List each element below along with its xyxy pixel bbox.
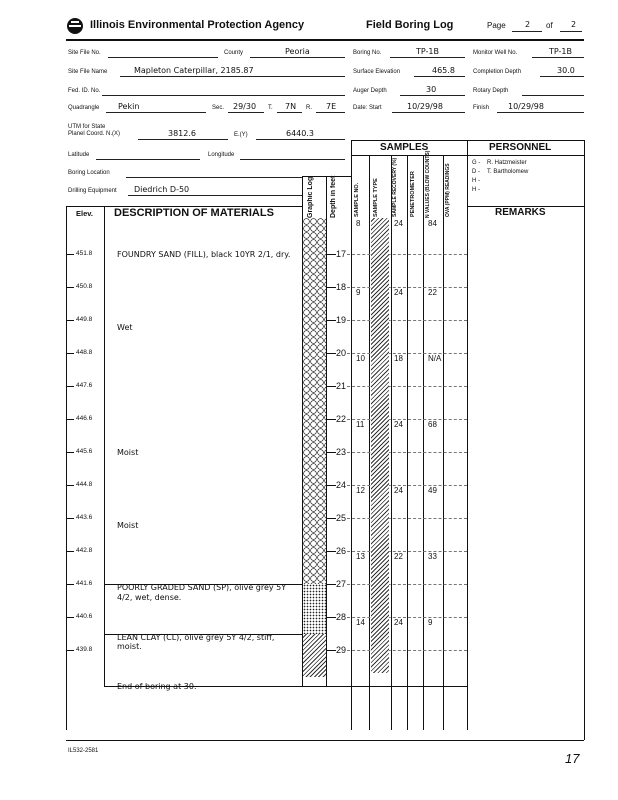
depth-gridline <box>347 617 467 618</box>
elev-header: Elev. <box>76 209 93 218</box>
elevation-tick <box>66 650 74 651</box>
depth-gridline <box>347 584 467 585</box>
utm-y-label: E.(Y) <box>234 132 248 138</box>
finish-value: 10/29/98 <box>508 102 544 111</box>
form-title: Field Boring Log <box>366 19 454 31</box>
r-value: 7E <box>326 102 337 111</box>
drilling-equipment-value: Diedrich D-50 <box>134 185 190 194</box>
sample-recovery: 24 <box>394 486 403 495</box>
date-start-value: 10/29/98 <box>407 102 443 111</box>
material-description: FOUNDRY SAND (FILL), black 10YR 2/1, dry. <box>117 250 291 259</box>
page-label: Page <box>487 21 506 30</box>
quadrangle-label: Quadrangle <box>68 105 100 111</box>
depth-tick <box>326 617 336 618</box>
elevation-tick <box>66 452 74 453</box>
depth-tick-label: 17 <box>336 249 347 259</box>
depth-gridline <box>347 518 467 519</box>
elevation-label: 440.6 <box>76 613 93 620</box>
description-header: DESCRIPTION OF MATERIALS <box>114 207 274 219</box>
agency-logo <box>67 18 83 34</box>
depth-tick-label: 21 <box>336 381 347 391</box>
elevation-tick <box>66 485 74 486</box>
depth-tick-label: 19 <box>336 315 347 325</box>
depth-gridline <box>347 320 467 321</box>
depth-tick-label: 28 <box>336 612 347 622</box>
quadrangle-value: Pekin <box>118 102 140 111</box>
fill-pattern <box>303 218 326 584</box>
n-value: 68 <box>428 420 437 429</box>
elevation-label: 449.8 <box>76 316 93 323</box>
sample-recovery-header: SAMPLE RECOVERY (%) <box>392 157 398 217</box>
sample-number: 11 <box>356 420 365 429</box>
depth-tick-label: 27 <box>336 579 347 589</box>
finish-label: Finish <box>473 105 490 111</box>
elevation-tick <box>66 254 74 255</box>
sample-recovery: 22 <box>394 552 403 561</box>
personnel-code: H - <box>472 187 480 193</box>
clay-pattern <box>303 634 326 678</box>
elevation-tick <box>66 320 74 321</box>
penetrometer-header: PENETROMETER <box>410 171 416 217</box>
elevation-tick <box>66 419 74 420</box>
depth-tick-label: 25 <box>336 513 347 523</box>
depth-tick-label: 18 <box>336 282 347 292</box>
depth-tick <box>326 485 336 486</box>
personnel-code: D - <box>472 169 480 175</box>
personnel-name: R. Hatzmeister <box>487 160 527 166</box>
monitor-well-value: TP-1B <box>549 47 572 56</box>
n-values-header: N VALUES (BLOW COUNTS) <box>425 150 431 218</box>
n-value: 9 <box>428 618 433 627</box>
n-value: 22 <box>428 288 437 297</box>
depth-tick <box>326 320 336 321</box>
n-value: 33 <box>428 552 437 561</box>
personnel-code: H - <box>472 178 480 184</box>
sample-number: 9 <box>356 288 361 297</box>
elevation-tick <box>66 551 74 552</box>
n-value: N/A <box>428 354 442 363</box>
surface-elevation-label: Surface Elevation <box>353 69 401 75</box>
n-value: 49 <box>428 486 437 495</box>
personnel-header: PERSONNEL <box>489 142 552 153</box>
sample-recovery: 24 <box>394 618 403 627</box>
material-description: Wet <box>117 322 133 332</box>
county-value: Peoria <box>285 47 310 56</box>
elevation-label: 445.6 <box>76 448 93 455</box>
r-label: R. <box>306 105 312 111</box>
sample-type-header: SAMPLE TYPE <box>373 178 379 217</box>
sec-label: Sec. <box>212 105 225 111</box>
elevation-label: 451.8 <box>76 250 93 257</box>
layer-boundary <box>104 584 302 585</box>
sample-number: 14 <box>356 618 365 627</box>
elevation-label: 448.8 <box>76 349 93 356</box>
utm-label-1: UTM for State <box>68 124 106 130</box>
samples-header: SAMPLES <box>380 142 429 153</box>
sand-pattern <box>303 584 326 634</box>
rotary-depth-label: Rotary Depth <box>473 88 509 94</box>
auger-depth-label: Auger Depth <box>353 88 387 94</box>
depth-tick <box>326 386 336 387</box>
t-label: T. <box>268 105 273 111</box>
elevation-tick <box>66 617 74 618</box>
depth-tick <box>326 551 336 552</box>
site-file-name-value: Mapleton Caterpillar, 2185.87 <box>134 66 254 75</box>
elevation-label: 439.8 <box>76 646 93 653</box>
material-description: Moist <box>117 448 139 457</box>
depth-gridline <box>347 254 467 255</box>
boring-no-value: TP-1B <box>416 47 439 56</box>
depth-gridline <box>347 419 467 420</box>
boring-no-label: Boring No. <box>353 50 382 56</box>
elevation-label: 446.6 <box>76 415 93 422</box>
depth-tick <box>326 650 336 651</box>
sample-type-hatch <box>371 218 389 673</box>
elevation-label: 450.8 <box>76 283 93 290</box>
depth-tick <box>326 353 336 354</box>
sample-recovery: 24 <box>394 219 403 228</box>
depth-gridline <box>347 650 467 651</box>
material-description: End of boring at 30. <box>117 682 197 692</box>
sample-recovery: 18 <box>394 354 403 363</box>
depth-gridline <box>347 551 467 552</box>
fed-id-label: Fed. ID. No. <box>68 88 101 94</box>
personnel-name: T. Bartholomew <box>487 169 529 175</box>
t-value: 7N <box>285 102 297 111</box>
sample-number: 8 <box>356 219 361 228</box>
utm-y-value: 6440.3 <box>286 129 314 138</box>
personnel-code: G - <box>472 160 481 166</box>
completion-depth-value: 30.0 <box>557 66 575 75</box>
utm-x-value: 3812.6 <box>168 129 196 138</box>
depth-header: Depth in feet <box>330 175 337 218</box>
elevation-tick <box>66 353 74 354</box>
depth-gridline <box>347 452 467 453</box>
boring-location-label: Boring Location <box>68 170 110 176</box>
monitor-well-label: Monitor Well No. <box>473 50 518 56</box>
material-description: Moist <box>117 520 139 530</box>
surface-elevation-value: 465.8 <box>432 66 455 75</box>
form-code: IL532-2581 <box>68 748 99 754</box>
elevation-label: 443.6 <box>76 514 93 521</box>
elevation-label: 444.8 <box>76 481 93 488</box>
agency-name: Illinois Environmental Protection Agency <box>90 19 305 31</box>
depth-tick-label: 20 <box>336 348 347 358</box>
elevation-tick <box>66 386 74 387</box>
elevation-tick <box>66 584 74 585</box>
auger-depth-value: 30 <box>426 85 437 94</box>
elevation-label: 442.8 <box>76 547 93 554</box>
date-start-label: Date: Start <box>353 105 382 111</box>
longitude-label: Longitude <box>208 152 235 158</box>
elevation-label: 441.6 <box>76 580 93 587</box>
sample-recovery: 24 <box>394 288 403 297</box>
completion-depth-label: Completion Depth <box>473 69 522 75</box>
depth-gridline <box>347 386 467 387</box>
depth-tick <box>326 287 336 288</box>
sample-number: 10 <box>356 354 365 363</box>
depth-tick <box>326 584 336 585</box>
n-value: 84 <box>428 219 437 228</box>
remarks-header: REMARKS <box>495 207 546 218</box>
page-number: 2 <box>525 20 531 29</box>
sample-number: 12 <box>356 486 365 495</box>
depth-tick-label: 29 <box>336 645 347 655</box>
county-label: County <box>224 50 244 56</box>
layer-boundary <box>104 634 302 635</box>
depth-tick-label: 26 <box>336 546 347 556</box>
material-description: POORLY GRADED SAND (SP), olive grey 5Y 4/2, wet, dense. <box>117 583 287 602</box>
site-file-no-label: Site File No. <box>68 50 101 56</box>
elevation-label: 447.6 <box>76 382 93 389</box>
ova-header: OVA (PPM) READINGS <box>445 163 451 217</box>
graphic-log-header: Graphic Log <box>307 176 314 218</box>
latitude-label: Latitude <box>68 152 90 158</box>
sample-number: 13 <box>356 552 365 561</box>
page-mark: 17 <box>565 751 580 766</box>
depth-gridline <box>347 353 467 354</box>
depth-tick <box>326 419 336 420</box>
drilling-equipment-label: Drilling Equipment <box>68 188 117 194</box>
elevation-tick <box>66 287 74 288</box>
depth-tick-label: 24 <box>336 480 347 490</box>
depth-tick-label: 22 <box>336 414 347 424</box>
depth-gridline <box>347 287 467 288</box>
depth-tick <box>326 452 336 453</box>
depth-gridline <box>347 485 467 486</box>
sec-value: 29/30 <box>233 102 257 111</box>
depth-tick <box>326 254 336 255</box>
depth-tick <box>326 518 336 519</box>
material-description: LEAN CLAY (CL), olive grey 5Y 4/2, stiff, moist. <box>117 632 275 652</box>
page-total: 2 <box>571 20 577 29</box>
sample-no-header: SAMPLE NO. <box>354 182 360 217</box>
elevation-tick <box>66 518 74 519</box>
sample-recovery: 24 <box>394 420 403 429</box>
depth-tick-label: 23 <box>336 447 347 457</box>
utm-label-2: Planel Coord. N.(X) <box>68 131 121 137</box>
of-label: of <box>546 21 553 30</box>
site-file-name-label: Site File Name <box>68 69 108 75</box>
